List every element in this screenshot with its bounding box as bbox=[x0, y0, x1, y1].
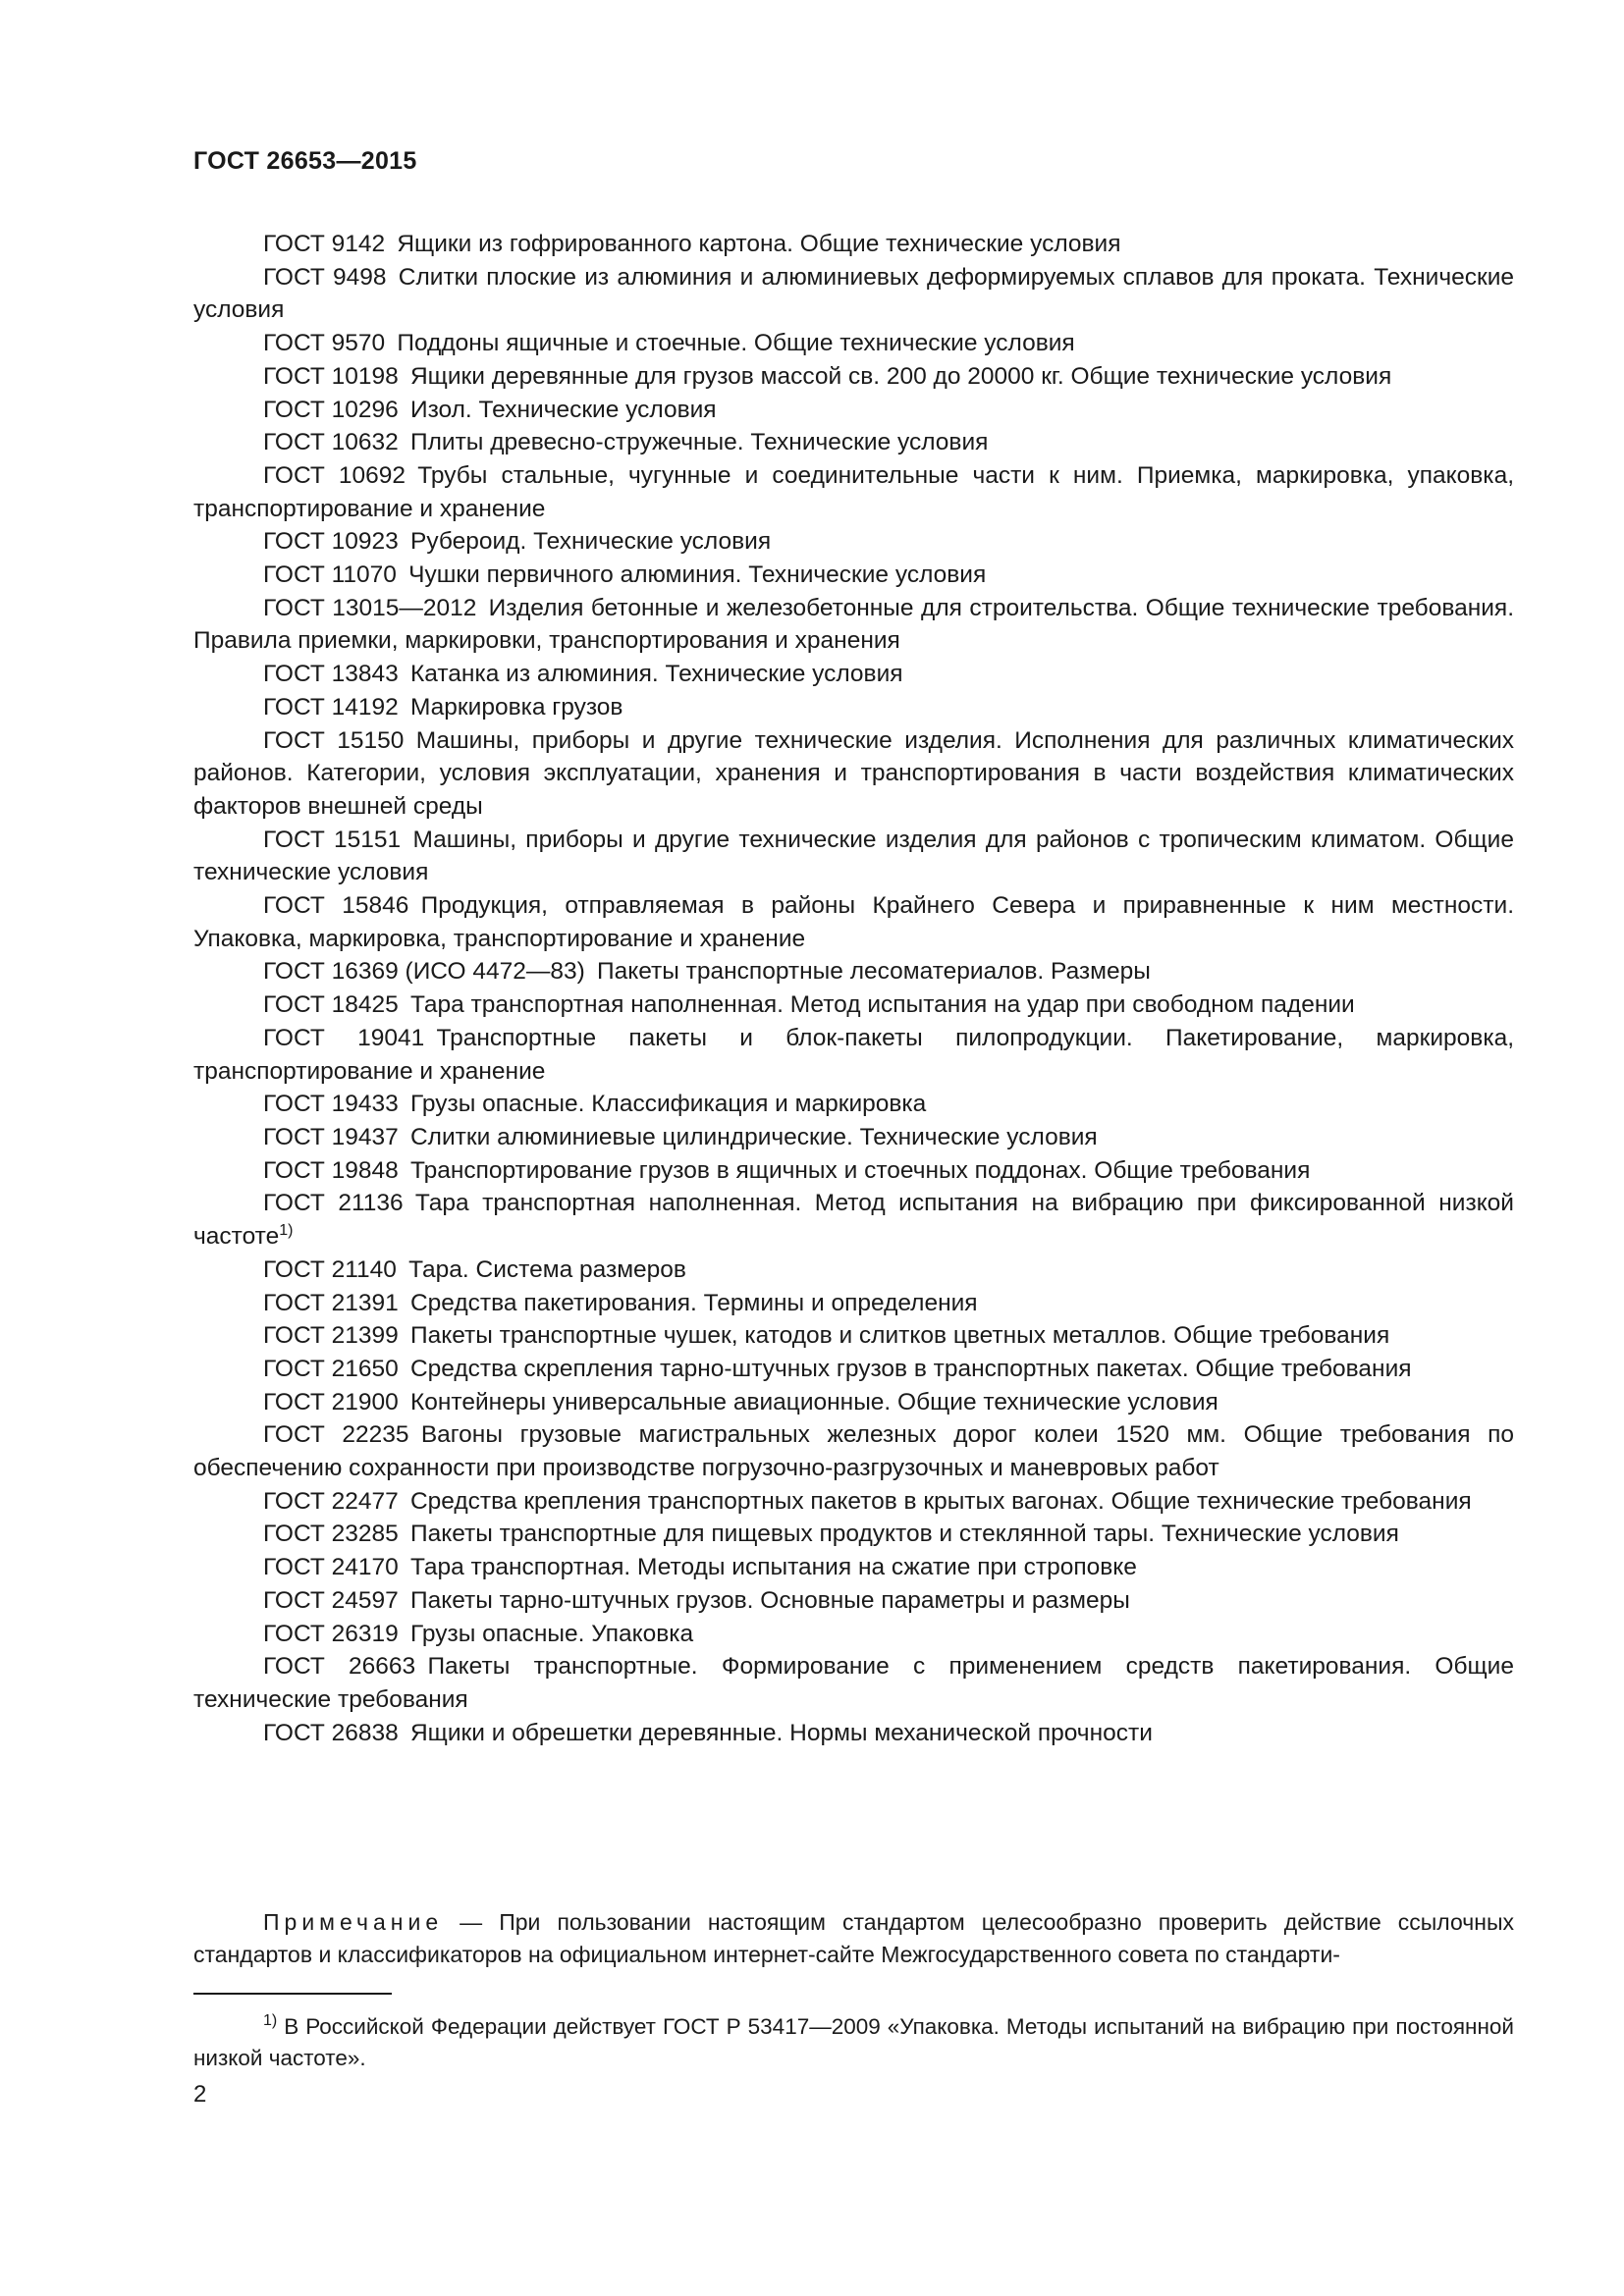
reference-item bbox=[193, 1418, 1514, 1484]
reference-title: Ящики деревянные для грузов массой св. 200 до 20000 кг. Общие технические условия bbox=[409, 362, 1392, 390]
reference-item bbox=[193, 1618, 1514, 1651]
reference-code: ГОСТ 24170 bbox=[263, 1554, 399, 1581]
reference-item bbox=[193, 1584, 1514, 1618]
reference-code: ГОСТ 21136 bbox=[263, 1190, 404, 1217]
reference-code: ГОСТ 18425 bbox=[263, 991, 399, 1019]
reference-code: ГОСТ 21900 bbox=[263, 1388, 399, 1415]
reference-title: Машины, приборы и другие технические изделия. Исполнения для различных климатических районов. Категории, условия эксплуатации, хранения и транспортирования в части воздействия климатических факторов внешней среды bbox=[193, 726, 1514, 820]
reference-item bbox=[193, 955, 1514, 988]
reference-title: Транспортные пакеты и блок-пакеты пилопродукции. Пакетирование, маркировка, транспортирование и хранение bbox=[193, 1024, 1515, 1085]
reference-title: Контейнеры универсальные авиационные. Общие технические условия bbox=[409, 1388, 1218, 1415]
reference-item bbox=[193, 1088, 1514, 1121]
footnote-reference: 1) bbox=[279, 1222, 294, 1240]
reference-title: Транспортирование грузов в ящичных и стоечных поддонах. Общие требования bbox=[409, 1156, 1311, 1184]
footnote-separator bbox=[193, 1993, 392, 1995]
reference-item bbox=[193, 261, 1514, 327]
reference-code: ГОСТ 13015—2012 bbox=[263, 594, 477, 621]
reference-code: ГОСТ 10198 bbox=[263, 362, 399, 390]
reference-code: ГОСТ 21140 bbox=[263, 1255, 397, 1283]
reference-item bbox=[193, 1022, 1514, 1088]
footnote bbox=[193, 2011, 1514, 2074]
reference-item bbox=[193, 691, 1514, 724]
reference-item bbox=[193, 1551, 1514, 1584]
reference-item bbox=[193, 1154, 1514, 1188]
reference-code: ГОСТ 10923 bbox=[263, 528, 399, 556]
reference-title: Пакеты транспортные чушек, катодов и слитков цветных металлов. Общие требования bbox=[409, 1322, 1390, 1350]
reference-code: ГОСТ 9498 bbox=[263, 263, 387, 291]
reference-code: ГОСТ 13843 bbox=[263, 661, 399, 688]
reference-code: ГОСТ 15846 bbox=[263, 892, 409, 920]
reference-item bbox=[193, 1717, 1514, 1750]
normative-references-list bbox=[193, 228, 1514, 1749]
reference-item bbox=[193, 426, 1514, 459]
reference-title: Маркировка грузов bbox=[409, 693, 623, 721]
reference-code: ГОСТ 26838 bbox=[263, 1719, 399, 1746]
reference-title: Трубы стальные, чугунные и соединительные части к ним. Приемка, маркировка, упаковка, транспортирование и хранение bbox=[193, 461, 1515, 522]
footnote-mark: 1) bbox=[263, 2012, 278, 2029]
reference-code: ГОСТ 15151 bbox=[263, 826, 402, 853]
note-label: Примечание bbox=[263, 1909, 444, 1935]
reference-title: Плиты древесно-стружечные. Технические условия bbox=[409, 429, 989, 456]
reference-code: ГОСТ 11070 bbox=[263, 561, 397, 589]
footnote-text: В Российской Федерации действует ГОСТ Р 53417—2009 «Упаковка. Методы испытаний на вибрацию при постоянной низкой частоте». bbox=[193, 2014, 1514, 2070]
reference-title: Средства скрепления тарно-штучных грузов в транспортных пакетах. Общие требования bbox=[409, 1355, 1412, 1382]
reference-item bbox=[193, 327, 1514, 360]
reference-item bbox=[193, 1386, 1514, 1419]
reference-code: ГОСТ 21399 bbox=[263, 1322, 399, 1350]
reference-title: Средства крепления транспортных пакетов в крытых вагонах. Общие технические требования bbox=[409, 1487, 1472, 1515]
reference-title: Пакеты транспортные для пищевых продуктов и стеклянной тары. Технические условия bbox=[409, 1521, 1399, 1548]
reference-title: Грузы опасные. Классификация и маркировка bbox=[409, 1091, 927, 1118]
reference-item bbox=[193, 228, 1514, 261]
reference-code: ГОСТ 14192 bbox=[263, 693, 399, 721]
reference-code: ГОСТ 19433 bbox=[263, 1091, 399, 1118]
reference-item bbox=[193, 1650, 1514, 1716]
reference-title: Тара. Система размеров bbox=[408, 1255, 686, 1283]
reference-code: ГОСТ 10296 bbox=[263, 396, 399, 423]
reference-title: Вагоны грузовые магистральных железных дорог колеи 1520 мм. Общие требования по обеспечению сохранности при производстве погрузочно-разгрузочных и маневровых работ bbox=[193, 1421, 1514, 1482]
reference-code: ГОСТ 26663 bbox=[263, 1653, 416, 1681]
reference-item bbox=[193, 394, 1514, 427]
reference-item bbox=[193, 459, 1514, 525]
reference-title: Средства пакетирования. Термины и определения bbox=[409, 1289, 978, 1316]
reference-title: Ящики и обрешетки деревянные. Нормы механической прочности bbox=[409, 1719, 1153, 1746]
note-text: — При пользовании настоящим стандартом целесообразно проверить действие ссылочных стандартов и классификаторов на официальном интернет-сайте Межгосударственного совета по стандарти- bbox=[193, 1909, 1514, 1967]
reference-title: Грузы опасные. Упаковка bbox=[409, 1620, 694, 1647]
reference-item bbox=[193, 1319, 1514, 1353]
reference-item bbox=[193, 525, 1514, 559]
reference-item bbox=[193, 1121, 1514, 1154]
reference-item bbox=[193, 1287, 1514, 1320]
reference-code: ГОСТ 23285 bbox=[263, 1521, 399, 1548]
reference-title: Изделия бетонные и железобетонные для строительства. Общие технические требования. Правила приемки, маркировки, транспортирования и хранения bbox=[193, 594, 1514, 655]
reference-title: Машины, приборы и другие технические изделия для районов с тропическим климатом. Общие технические условия bbox=[193, 826, 1514, 886]
reference-title: Слитки алюминиевые цилиндрические. Технические условия bbox=[409, 1123, 1098, 1150]
reference-title: Слитки плоские из алюминия и алюминиевых деформируемых сплавов для проката. Технические условия bbox=[193, 263, 1515, 324]
reference-item bbox=[193, 559, 1514, 592]
reference-item bbox=[193, 1353, 1514, 1386]
reference-code: ГОСТ 21650 bbox=[263, 1355, 399, 1382]
reference-title: Изол. Технические условия bbox=[409, 396, 717, 423]
page-number: 2 bbox=[193, 2081, 207, 2108]
reference-title: Тара транспортная наполненная. Метод испытания на удар при свободном падении bbox=[409, 991, 1355, 1019]
reference-code: ГОСТ 24597 bbox=[263, 1586, 399, 1614]
reference-title: Чушки первичного алюминия. Технические условия bbox=[408, 561, 987, 589]
reference-title: Продукция, отправляемая в районы Крайнего Севера и приравненные к ним местности. Упаковка, маркировка, транспортирование и хранение bbox=[193, 892, 1515, 952]
reference-code: ГОСТ 19041 bbox=[263, 1024, 425, 1051]
reference-item bbox=[193, 1518, 1514, 1551]
reference-code: ГОСТ 22235 bbox=[263, 1421, 409, 1449]
reference-code: ГОСТ 26319 bbox=[263, 1620, 399, 1647]
reference-item bbox=[193, 1254, 1514, 1287]
reference-code: ГОСТ 15150 bbox=[263, 726, 405, 754]
reference-code: ГОСТ 16369 (ИСО 4472—83) bbox=[263, 958, 585, 986]
reference-title: Пакеты транспортные. Формирование с применением средств пакетирования. Общие технические требования bbox=[193, 1653, 1514, 1713]
reference-code: ГОСТ 9570 bbox=[263, 330, 386, 357]
reference-item bbox=[193, 1485, 1514, 1519]
reference-code: ГОСТ 21391 bbox=[263, 1289, 399, 1316]
reference-title: Пакеты транспортные лесоматериалов. Размеры bbox=[597, 958, 1151, 986]
reference-code: ГОСТ 22477 bbox=[263, 1487, 399, 1515]
reference-code: ГОСТ 19848 bbox=[263, 1156, 399, 1184]
reference-item bbox=[193, 824, 1514, 889]
reference-title: Пакеты тарно-штучных грузов. Основные параметры и размеры bbox=[409, 1586, 1130, 1614]
reference-item bbox=[193, 889, 1514, 955]
page-header: ГОСТ 26653—2015 bbox=[193, 147, 417, 175]
reference-title: Ящики из гофрированного картона. Общие технические условия bbox=[397, 231, 1121, 257]
reference-item bbox=[193, 592, 1514, 658]
reference-code: ГОСТ 10692 bbox=[263, 461, 406, 489]
reference-item bbox=[193, 988, 1514, 1022]
reference-item bbox=[193, 360, 1514, 394]
reference-title: Тара транспортная. Методы испытания на сжатие при строповке bbox=[409, 1554, 1137, 1581]
reference-item bbox=[193, 658, 1514, 691]
reference-title: Поддоны ящичные и стоечные. Общие технические условия bbox=[397, 330, 1075, 357]
reference-title: Рубероид. Технические условия bbox=[409, 528, 772, 556]
reference-code: ГОСТ 9142 bbox=[263, 231, 386, 257]
note-paragraph bbox=[193, 1906, 1514, 1971]
reference-code: ГОСТ 19437 bbox=[263, 1123, 399, 1150]
reference-title: Тара транспортная наполненная. Метод испытания на вибрацию при фиксированной низкой частоте bbox=[193, 1190, 1514, 1251]
reference-title: Катанка из алюминия. Технические условия bbox=[409, 661, 903, 688]
reference-code: ГОСТ 10632 bbox=[263, 429, 399, 456]
reference-item bbox=[193, 1187, 1514, 1253]
reference-item bbox=[193, 724, 1514, 824]
